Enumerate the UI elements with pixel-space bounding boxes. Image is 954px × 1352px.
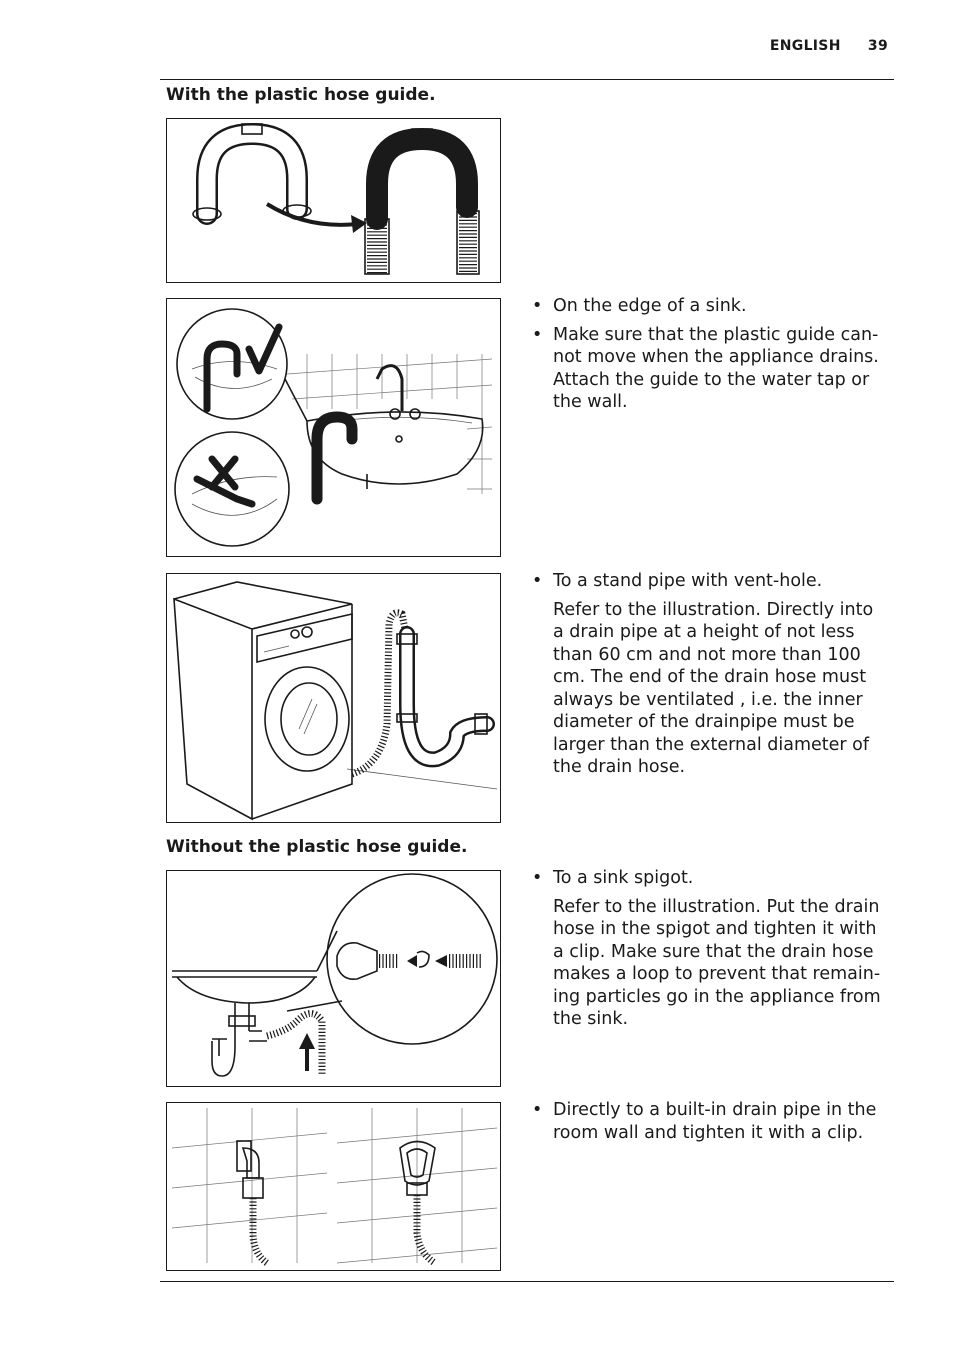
page-number: 39 — [867, 38, 888, 54]
text-sink-edge — [532, 295, 884, 420]
page-header — [770, 38, 888, 54]
bullet-icon: • — [532, 571, 543, 591]
header-rule — [160, 79, 894, 80]
arrow-icon — [299, 1033, 315, 1049]
arrow-icon — [407, 955, 417, 967]
text-stand-pipe — [532, 570, 884, 779]
list-item: • To a stand pipe with vent-hole. — [532, 571, 823, 591]
checkmark-icon — [249, 327, 279, 371]
list-item: • Make sure that the plastic guide can-not move when the appliance drains. Attach the guide to the water tap or the wall. — [532, 324, 879, 412]
list-item: • To a sink spigot. — [532, 868, 694, 888]
bullet-icon: • — [532, 296, 543, 316]
arrow-icon — [435, 955, 447, 967]
footer-rule — [160, 1281, 894, 1282]
bullet-icon: • — [532, 868, 543, 888]
list-item: • On the edge of a sink. — [532, 296, 747, 316]
figure-sink-edge — [166, 298, 501, 557]
cross-icon — [212, 459, 235, 487]
section-heading-with-guide: With the plastic hose guide. — [166, 85, 436, 105]
figure-hose-guide-fitting — [166, 118, 501, 283]
text-wall-drain-pipe — [532, 1099, 884, 1150]
header-language: ENGLISH — [769, 38, 841, 54]
text-sink-spigot — [532, 867, 884, 1031]
figure-stand-pipe — [166, 573, 501, 823]
section-heading-without-guide: Without the plastic hose guide. — [166, 837, 468, 857]
paragraph-stand-pipe: Refer to the illustration. Directly into a drain pipe at a height of not less than 60 cm and not more than 100 cm. The end of the drain hose must always be ventilated , i.e. the inner diameter of the drainpipe must be larger than the external diameter of the drain hose. — [553, 599, 874, 777]
list-item: • Directly to a built-in drain pipe in the room wall and tighten it with a clip. — [532, 1100, 877, 1143]
figure-wall-drain-pipe — [166, 1102, 501, 1271]
bullet-icon: • — [532, 1100, 543, 1120]
bullet-icon: • — [532, 324, 543, 345]
figure-sink-spigot — [166, 870, 501, 1087]
paragraph-sink-spigot: Refer to the illustration. Put the drain hose in the spigot and tighten it with a clip. Make sure that the drain hose makes a loop to prevent that remain-ing particles go in the appliance from the sink. — [553, 896, 881, 1029]
